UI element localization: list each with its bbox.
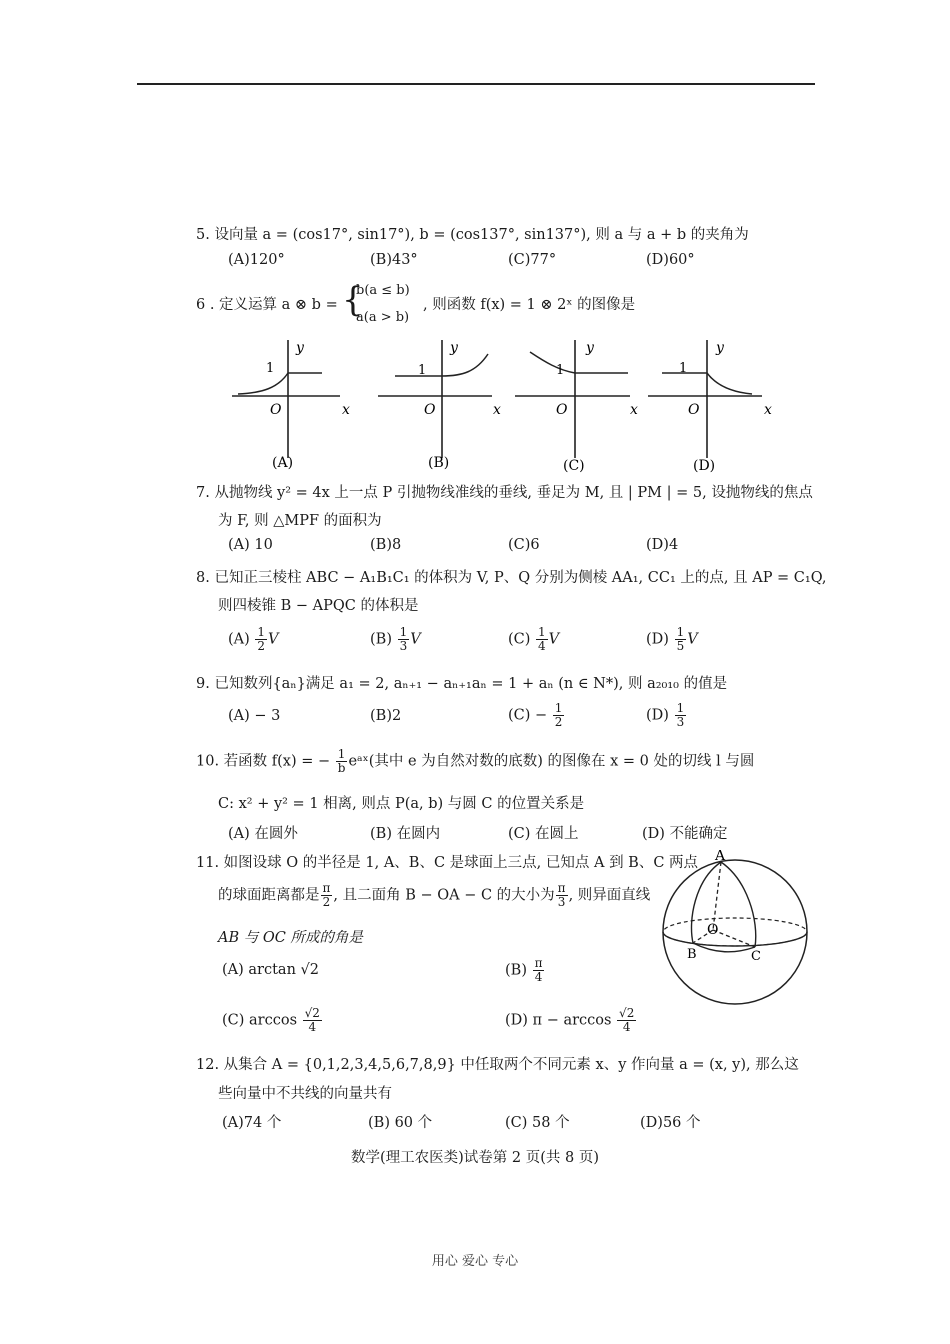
q12-option-d: (D)56 个 <box>640 1115 701 1131</box>
graph-b-origin: O <box>424 402 436 418</box>
q5-option-b: (B)43° <box>370 252 418 268</box>
graph-d <box>648 340 772 474</box>
q9-option-c: (C) − $\frac{1}{2}$ <box>508 701 563 729</box>
question-5: 5. 设向量 a = (cos17°, sin17°), b = (cos137°, sin137°), 则 a 与 a + b 的夹角为 <box>196 227 749 243</box>
question-10-line-1: 10. 若函数 f(x) = − $\frac{1}{b}$ eᵃˣ(其中 e 为自然对数的底数) 的图像在 x = 0 处的切线 l 与圆 <box>196 747 755 775</box>
q5-option-c: (C)77° <box>508 252 557 268</box>
graph-a-x-label: x <box>342 402 350 418</box>
question-8-line-2: 则四棱锥 B − APQC 的体积是 <box>218 598 419 614</box>
question-7-line-2: 为 F, 则 △MPF 的面积为 <box>218 513 382 529</box>
graph-c-y-label: y <box>586 340 594 356</box>
q8-option-c: (C) $\frac{1}{4}$ V <box>508 625 560 653</box>
q6-graphs <box>0 330 950 480</box>
graph-b-tick: 1 <box>418 363 427 378</box>
question-6-suffix: , 则函数 f(x) = 1 ⊗ 2ˣ 的图像是 <box>423 297 636 313</box>
question-7-line-1: 7. 从抛物线 y² = 4x 上一点 P 引抛物线准线的垂线, 垂足为 M, 且 | PM | = 5, 设抛物线的焦点 <box>196 485 813 501</box>
graph-d-label: (D) <box>693 458 716 474</box>
graph-b-label: (B) <box>428 455 450 471</box>
q10-option-c: (C) 在圆上 <box>508 826 579 842</box>
q9-option-b: (B)2 <box>370 708 402 724</box>
question-11-line-3: AB 与 OC 所成的角是 <box>218 930 363 946</box>
page-signature: 用心 爱心 专心 <box>431 1254 519 1269</box>
q7-option-b: (B)8 <box>370 537 402 553</box>
graph-c-label: (C) <box>563 458 585 474</box>
q11-option-d: (D) π − arccos $\frac{√2}{4}$ <box>505 1006 635 1034</box>
q10-option-b: (B) 在圆内 <box>370 826 441 842</box>
q6-brace: { <box>342 280 364 320</box>
graph-b-y-label: y <box>450 340 458 356</box>
q9-option-a: (A) − 3 <box>228 708 281 724</box>
q5-option-a: (A)120° <box>228 252 285 268</box>
q6-case-1: b(a ≤ b) <box>356 283 410 298</box>
q8-option-b: (B) $\frac{1}{3}$ V <box>370 625 421 653</box>
question-12-line-1: 12. 从集合 A = {0,1,2,3,4,5,6,7,8,9} 中任取两个不同元素 x、y 作向量 a = (x, y), 那么这 <box>196 1057 799 1073</box>
graph-c-x-label: x <box>630 402 638 418</box>
graph-c-origin: O <box>556 402 568 418</box>
graph-a <box>232 340 350 471</box>
question-11-line-1: 11. 如图设球 O 的半径是 1, A、B、C 是球面上三点, 已知点 A 到 B、C 两点 <box>196 855 699 871</box>
q9-option-d: (D) $\frac{1}{3}$ <box>646 701 685 729</box>
question-6-prefix: 6 . 定义运算 a ⊗ b = <box>196 297 338 313</box>
question-10-line-2: C: x² + y² = 1 相离, 则点 P(a, b) 与圆 C 的位置关系是 <box>218 796 585 812</box>
figure-label-a: A <box>715 850 726 864</box>
q7-option-c: (C)6 <box>508 537 540 553</box>
graph-d-y-label: y <box>716 340 724 356</box>
graph-a-y-label: y <box>296 340 304 356</box>
q12-option-a: (A)74 个 <box>222 1115 282 1131</box>
figure-label-c: C <box>751 949 761 964</box>
q11-option-c: (C) arccos $\frac{√2}{4}$ <box>222 1006 320 1034</box>
graph-c-tick: 1 <box>556 363 565 378</box>
graph-a-label: (A) <box>272 455 294 471</box>
q5-option-d: (D)60° <box>646 252 695 268</box>
q8-option-d: (D) $\frac{1}{5}$ V <box>646 625 698 653</box>
q10-option-a: (A) 在圆外 <box>228 826 298 842</box>
question-8-line-1: 8. 已知正三棱柱 ABC − A₁B₁C₁ 的体积为 V, P、Q 分别为侧棱 AA₁, CC₁ 上的点, 且 AP = C₁Q, <box>196 570 827 586</box>
graph-a-tick: 1 <box>266 361 275 376</box>
graph-d-origin: O <box>688 402 700 418</box>
page-footer: 数学(理工农医类)试卷第 2 页(共 8 页) <box>350 1150 599 1166</box>
figure-label-b: B <box>687 947 697 962</box>
header-rule <box>137 83 815 85</box>
question-11-line-2: 的球面距离都是 $\frac{\pi}{2}$ , 且二面角 B − OA − C 的大小为 $\frac{\pi}{3}$ , 则异面直线 <box>218 881 651 909</box>
q11-sphere-figure <box>655 850 815 1005</box>
graph-d-x-label: x <box>764 402 772 418</box>
figure-label-o: O <box>707 922 719 938</box>
question-12-line-2: 些向量中不共线的向量共有 <box>218 1086 392 1102</box>
q8-option-a: (A) $\frac{1}{2}$ V <box>228 625 279 653</box>
q10-option-d: (D) 不能确定 <box>642 826 728 842</box>
q6-case-2: a(a > b) <box>356 310 410 325</box>
graph-b <box>378 340 501 471</box>
question-9: 9. 已知数列{aₙ}满足 a₁ = 2, aₙ₊₁ − aₙ₊₁aₙ = 1 + aₙ (n ∈ N*), 则 a₂₀₁₀ 的值是 <box>196 676 728 692</box>
q11-option-a: (A) arctan √2 <box>222 962 319 978</box>
q7-option-d: (D)4 <box>646 537 679 553</box>
graph-b-x-label: x <box>493 402 501 418</box>
q7-option-a: (A) 10 <box>228 537 273 553</box>
q11-option-b: (B) $\frac{\pi}{4}$ <box>505 956 543 984</box>
q12-option-b: (B) 60 个 <box>368 1115 433 1131</box>
graph-a-origin: O <box>270 402 282 418</box>
graph-c <box>515 340 638 474</box>
graph-d-tick: 1 <box>679 361 688 376</box>
q12-option-c: (C) 58 个 <box>505 1115 570 1131</box>
